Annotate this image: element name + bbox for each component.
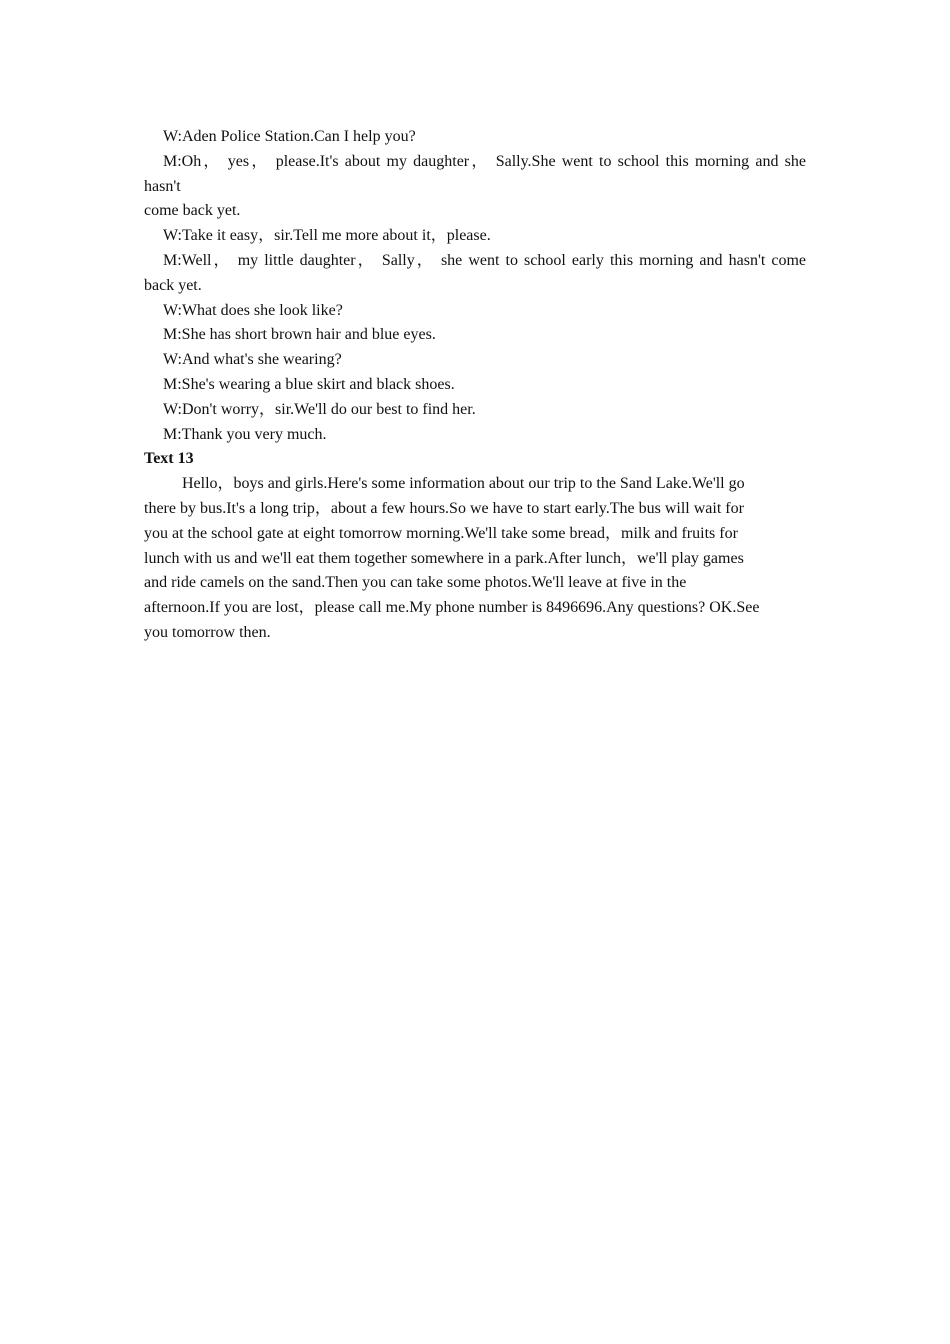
paragraph-line: Hello，boys and girls.Here's some information about our trip to the Sand Lake.We'll go	[182, 475, 745, 493]
paragraph-line: lunch with us and we'll eat them together somewhere in a park.After lunch，we'll play games	[144, 549, 744, 567]
dialogue-line: W:And what's she wearing?	[163, 351, 342, 369]
paragraph-line: and ride camels on the sand.Then you can take some photos.We'll leave at five in the	[144, 574, 687, 592]
document-page	[144, 125, 806, 646]
dialogue-line: come back yet.	[144, 202, 241, 220]
dialogue-line: W:Don't worry，sir.We'll do our best to find her.	[163, 400, 476, 418]
dialogue-block	[144, 125, 806, 447]
dialogue-line: hasn't	[144, 177, 181, 195]
paragraph-line: there by bus.It's a long trip，about a few hours.So we have to start early.The bus will wait for	[144, 499, 744, 517]
paragraph-line: you at the school gate at eight tomorrow morning.We'll take some bread，milk and fruits for	[144, 524, 738, 542]
dialogue-line: M:Oh， yes， please.It's about my daughter， Sally.She went to school this morning and she	[163, 152, 806, 170]
dialogue-line: back yet.	[144, 276, 202, 294]
dialogue-line: W:What does she look like?	[163, 301, 343, 319]
paragraph-line: you tomorrow then.	[144, 623, 271, 641]
dialogue-line: M:Well， my little daughter， Sally， she went to school early this morning and hasn't come	[163, 251, 806, 269]
paragraph-line: afternoon.If you are lost，please call me.My phone number is 8496696.Any questions? OK.See	[144, 599, 760, 617]
dialogue-line: M:She has short brown hair and blue eyes.	[163, 326, 436, 344]
dialogue-line: W:Aden Police Station.Can I help you?	[163, 128, 416, 145]
dialogue-line: W:Take it easy，sir.Tell me more about it，please.	[163, 227, 491, 245]
dialogue-line: M:Thank you very much.	[163, 425, 327, 443]
section-heading: Text 13	[144, 450, 194, 468]
dialogue-line: M:She's wearing a blue skirt and black shoes.	[163, 375, 455, 393]
section-paragraph	[144, 472, 784, 646]
